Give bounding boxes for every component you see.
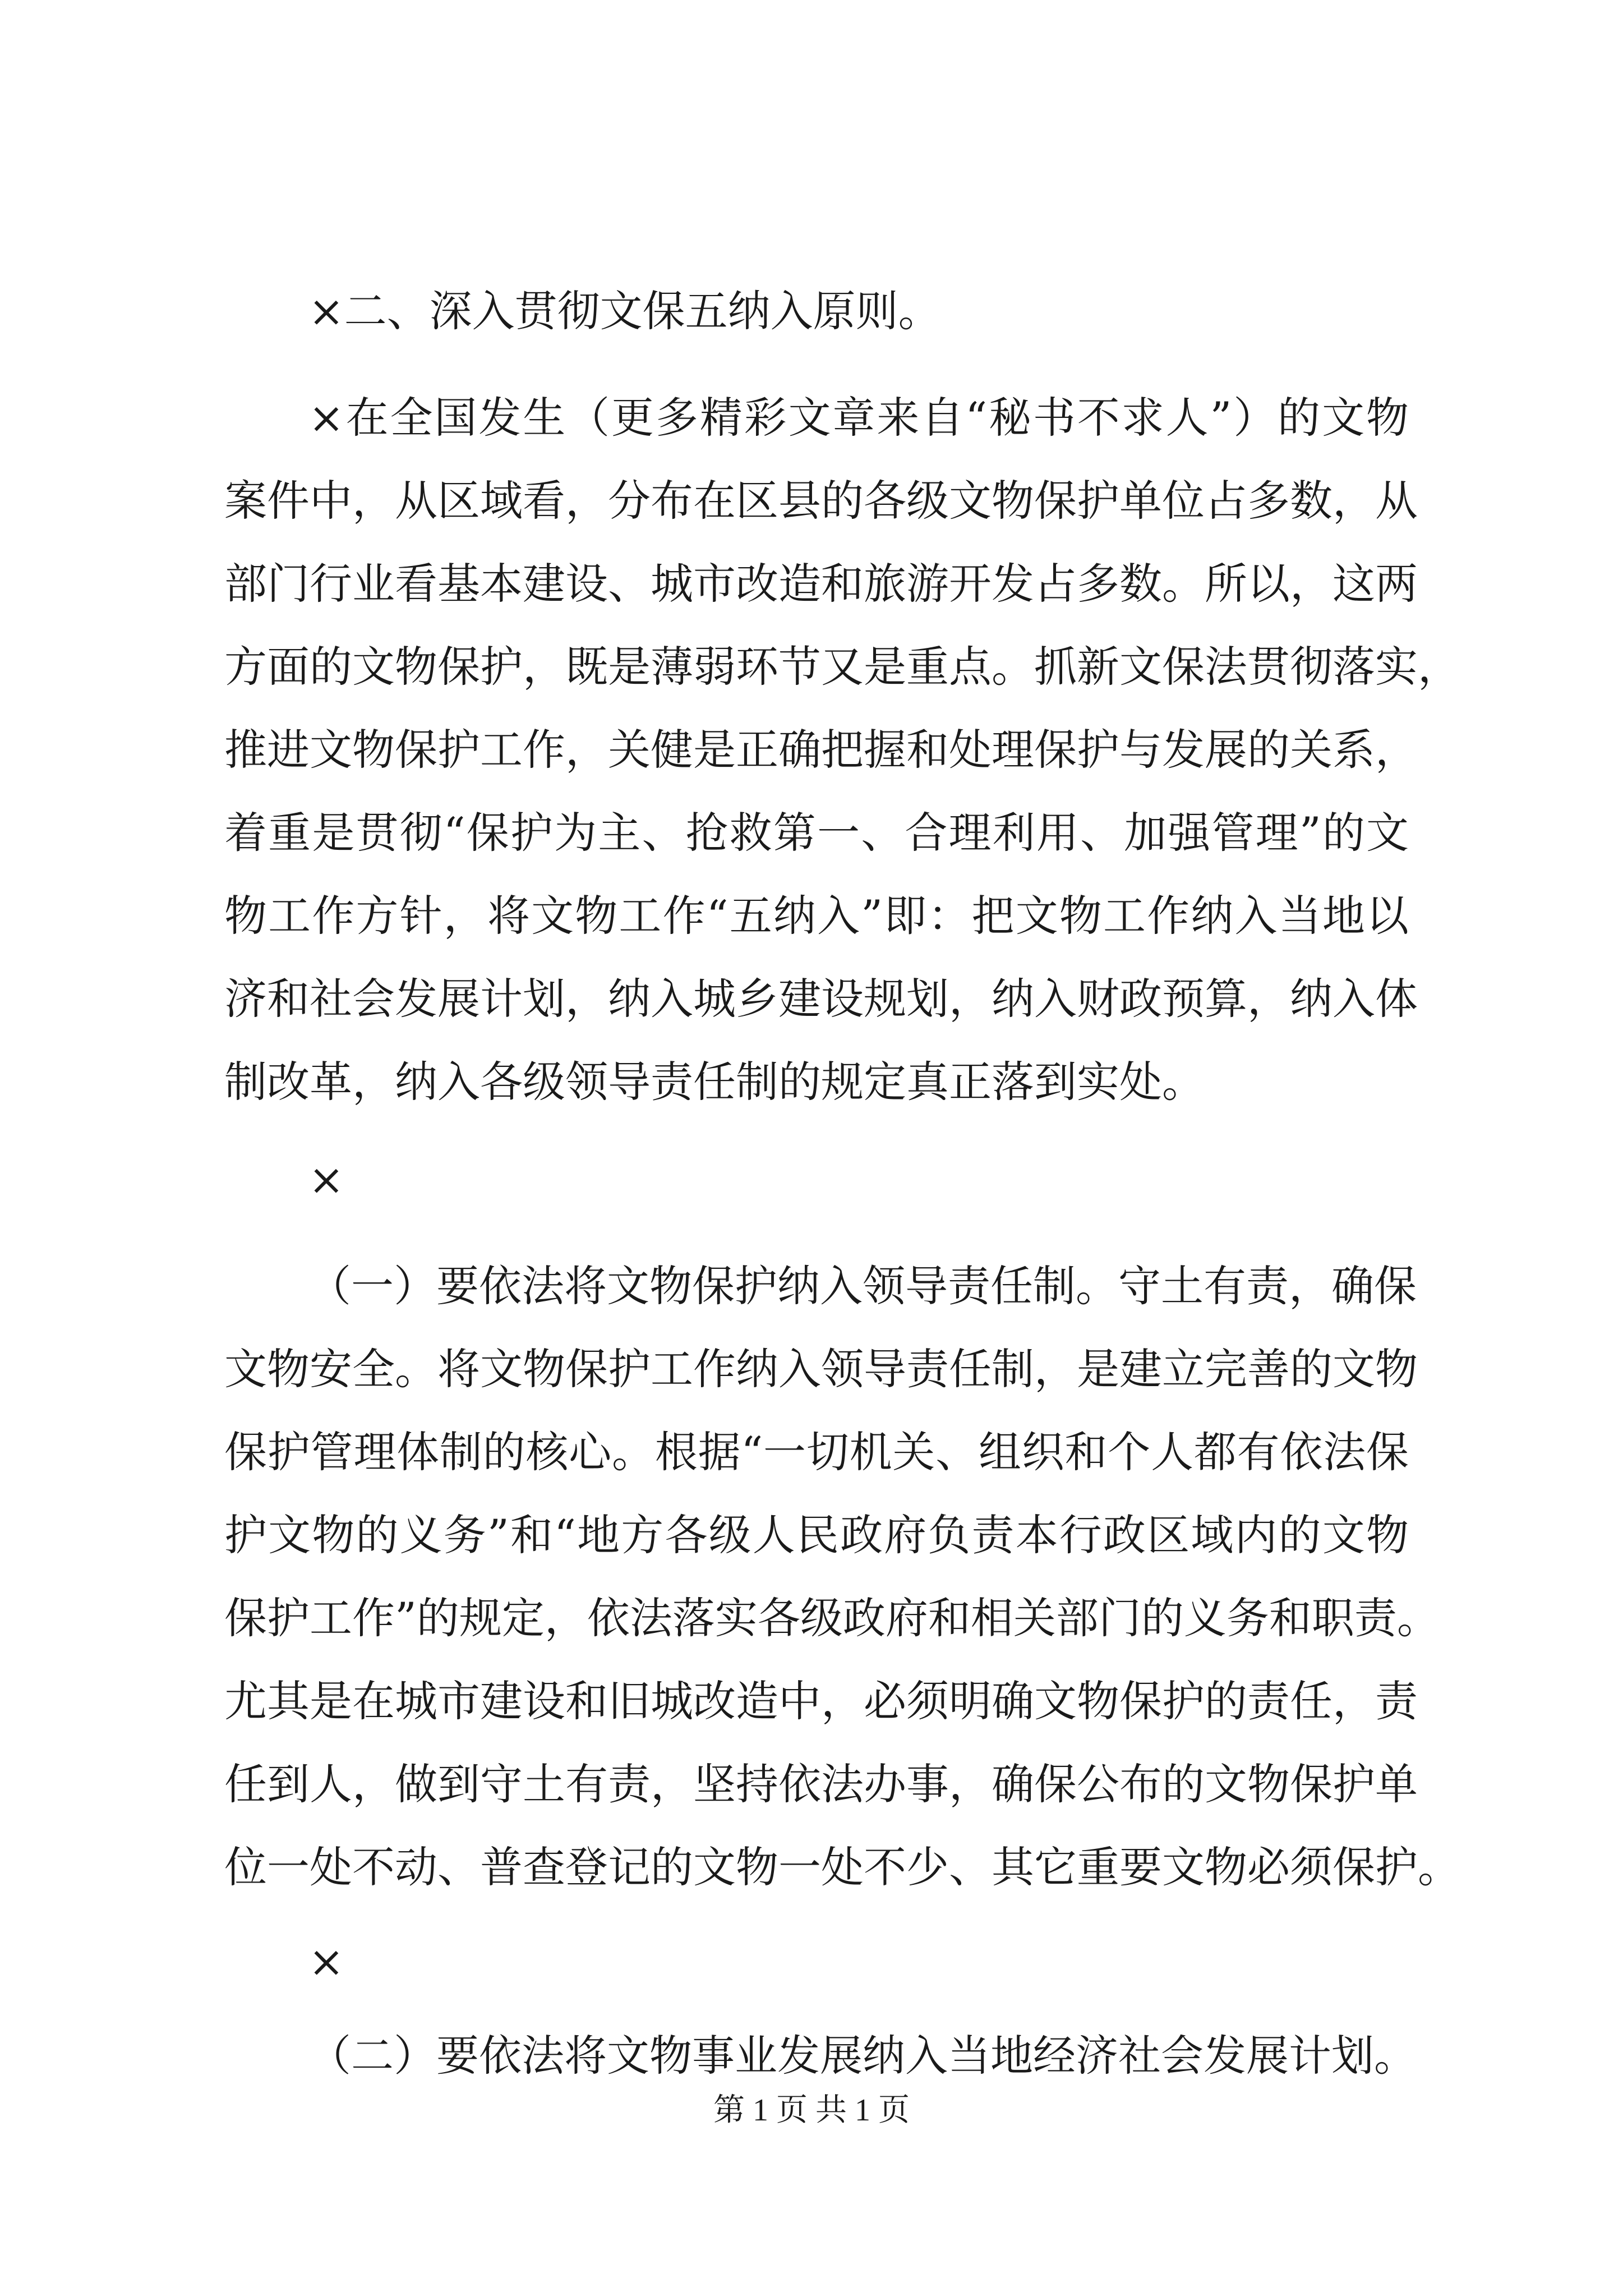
text-line: 任到人，做到守土有责，坚持依法办事，确保公布的文物保护单	[224, 1759, 1418, 1809]
page-footer: 第 1 页 共 1 页	[713, 2093, 910, 2128]
text-line: 保护管理体制的核心。根据“一切机关、组织和个人都有依法保	[224, 1427, 1409, 1477]
text-line: 济和社会发展计划，纳入城乡建设规划，纳入财政预算，纳入体	[224, 974, 1418, 1024]
paragraph-line	[0, 1416, 1623, 1489]
paragraph-line	[0, 631, 1623, 703]
text-line: 尤其是在城市建设和旧城改造中，必须明确文物保护的责任，责	[224, 1676, 1418, 1726]
paragraph-line	[0, 381, 1623, 454]
text-line: 物工作方针，将文物工作“五纳入”即：把文物工作纳入当地以	[224, 891, 1409, 941]
text-line: 文物安全。将文物保护工作纳入领导责任制，是建立完善的文物	[224, 1344, 1418, 1394]
paragraph-line	[0, 464, 1623, 537]
paragraph-line	[0, 1046, 1623, 1119]
text-line: 制改革，纳入各级领导责任制的规定真正落到实处。	[224, 1057, 1205, 1107]
paragraph-line	[0, 963, 1623, 1036]
text-line: ×二、深入贯彻文保五纳入原则。	[308, 286, 941, 336]
text-line: 案件中，从区域看，分布在区县的各级文物保护单位占多数，从	[224, 476, 1418, 526]
text-line: 保护工作”的规定，依法落实各级政府和相关部门的义务和职责。	[224, 1593, 1440, 1643]
text-line: （一）要依法将文物保护纳入领导责任制。守土有责，确保	[308, 1261, 1417, 1311]
paragraph-line	[0, 1748, 1623, 1821]
paragraph-line	[0, 1665, 1623, 1738]
text-line: 着重是贯彻“保护为主、抢救第一、合理利用、加强管理”的文	[224, 808, 1409, 858]
paragraph-line	[0, 797, 1623, 869]
text-line: 推进文物保护工作，关健是正确把握和处理保护与发展的关系，	[224, 725, 1418, 775]
paragraph-line	[0, 1831, 1623, 1904]
text-line: （二）要依法将文物事业发展纳入当地经济社会发展计划。	[308, 2031, 1417, 2081]
paragraph-line	[0, 1499, 1623, 1572]
text-line: 护文物的义务”和“地方各级人民政府负责本行政区域内的文物	[224, 1510, 1409, 1560]
paragraph-line	[0, 1582, 1623, 1655]
text-line: 部门行业看基本建设、城市改造和旅游开发占多数。所以，这两	[224, 559, 1418, 609]
cross-mark	[0, 1143, 1623, 1216]
text-line: 方面的文物保护，既是薄弱环节又是重点。抓新文保法贯彻落实，	[224, 642, 1460, 692]
paragraph-line	[0, 1333, 1623, 1406]
paragraph-line	[0, 547, 1623, 620]
paragraph-line	[0, 714, 1623, 786]
text-line: ×	[308, 1154, 344, 1204]
section-heading	[0, 275, 1623, 348]
paragraph-line	[0, 1250, 1623, 1323]
paragraph-line	[0, 880, 1623, 953]
text-line: ×在全国发生（更多精彩文章来自“秘书不求人”）的文物	[308, 393, 1409, 443]
cross-mark	[0, 1925, 1623, 1998]
section-heading	[0, 2019, 1623, 2092]
text-line: 位一处不动、普查登记的文物一处不少、其它重要文物必须保护。	[224, 1842, 1460, 1892]
text-line: ×	[308, 1936, 344, 1986]
